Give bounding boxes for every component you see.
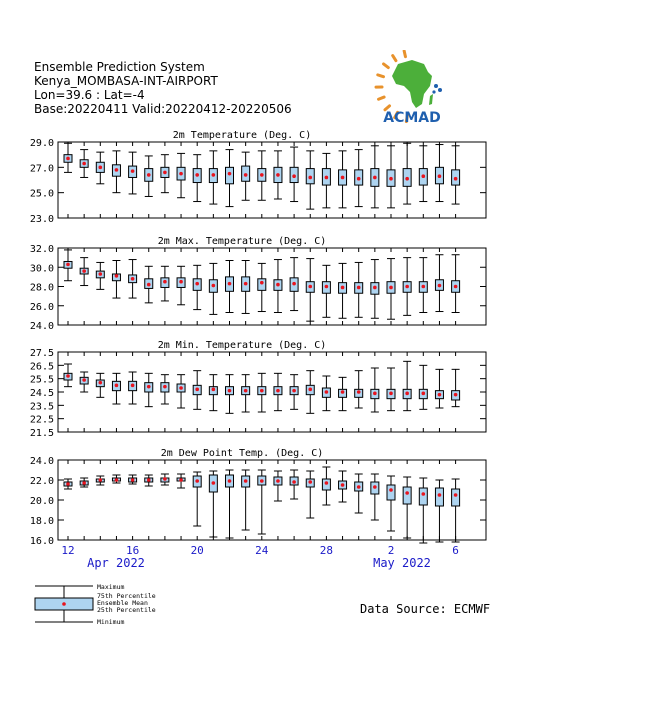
mean-dot [212,388,216,392]
mean-dot [195,388,199,392]
box-day-17 [322,153,330,207]
box-day-13 [258,470,266,534]
box-day-6 [145,475,153,486]
box-day-18 [339,377,347,410]
y-tick-label: 29.0 [29,138,54,149]
mean-dot [195,282,199,286]
mean-dot [66,482,70,486]
mean-dot [99,272,103,276]
mean-dot [228,172,232,176]
box-day-16 [306,471,314,518]
box-day-7 [161,155,169,193]
mean-dot [179,386,183,390]
mean-dot [212,173,216,177]
mean-dot [260,281,264,285]
box-day-3 [96,373,104,397]
month-label-may: May 2022 [373,556,431,570]
box-day-15 [290,147,298,201]
box-day-20 [371,146,379,208]
box-day-20 [371,260,379,319]
mean-dot [131,277,135,281]
iqr-box [258,279,266,291]
box-day-19 [355,371,363,408]
box-day-24 [435,369,443,408]
box-day-23 [419,478,427,543]
box-day-4 [112,151,120,193]
box-day-9 [193,155,201,202]
mean-dot [260,479,264,483]
mean-dot [195,479,199,483]
mean-dot [325,176,329,180]
mean-dot [405,392,409,396]
box-day-10 [209,151,217,204]
panel-2 [30,236,486,332]
header-line-1: Ensemble Prediction System [34,60,205,74]
y-tick-label: 24.5 [29,388,54,399]
y-tick-label: 28.0 [29,282,54,294]
box-day-22 [403,477,411,538]
box-day-15 [290,375,298,410]
x-tick-label: 12 [61,544,75,557]
box-day-19 [355,150,363,207]
mean-dot [179,280,183,284]
mean-dot [179,172,183,176]
box-day-11 [226,150,234,207]
mean-dot [276,389,280,393]
box-day-19 [355,474,363,513]
box-day-16 [306,371,314,414]
mean-dot [405,491,409,495]
mean-dot [454,493,458,497]
mean-dot [82,269,86,273]
box-day-6 [145,156,153,197]
box-day-7 [161,266,169,301]
box-day-21 [387,368,395,411]
legend-label: 75th Percentile [97,592,156,600]
box-day-8 [177,266,185,305]
mean-dot [341,390,345,394]
mean-dot [244,389,248,393]
legend-mean-dot [62,602,66,606]
mean-dot [438,393,442,397]
box-day-25 [452,369,460,406]
box-day-1 [64,143,72,172]
y-tick-label: 23.0 [29,214,54,225]
box-day-25 [452,479,460,542]
box-day-15 [290,470,298,499]
mean-dot [438,493,442,497]
mean-dot [357,390,361,394]
mean-dot [163,385,167,389]
legend-label: Maximum [97,583,125,591]
mean-dot [325,285,329,289]
legend-label: Ensemble Mean [97,599,148,607]
box-day-5 [129,372,137,404]
mean-dot [66,374,70,378]
mean-dot [212,481,216,485]
box-day-4 [112,261,120,299]
box-day-20 [371,474,379,520]
mean-dot [357,485,361,489]
iqr-box [435,488,443,506]
mean-dot [179,478,183,482]
box-day-7 [161,375,169,404]
panel-1 [30,130,486,225]
y-tick-label: 24.0 [29,321,54,332]
mean-dot [389,392,393,396]
box-day-5 [129,475,137,484]
x-tick-label: 28 [319,544,334,557]
mean-dot [82,162,86,166]
mean-dot [260,173,264,177]
box-day-22 [403,258,411,316]
panel-title: 2m Min. Temperature (Deg. C) [157,340,327,351]
box-day-17 [322,467,330,505]
mean-dot [389,286,393,290]
box-day-13 [258,263,266,311]
box-day-2 [80,372,88,392]
box-day-16 [306,151,314,209]
box-day-21 [387,476,395,531]
mean-dot [147,385,151,389]
mean-dot [292,389,296,393]
box-day-11 [226,261,234,313]
y-tick-label: 25.0 [29,188,54,200]
mean-dot [131,169,135,173]
mean-dot [292,480,296,484]
mean-dot [422,492,426,496]
box-day-12 [242,152,250,200]
y-tick-label: 25.5 [29,374,54,386]
mean-dot [131,478,135,482]
mean-dot [244,173,248,177]
mean-dot [422,174,426,178]
box-day-5 [129,152,137,194]
box-day-1 [64,364,72,387]
legend-label: 25th Percentile [97,606,156,614]
mean-dot [163,280,167,284]
box-day-18 [339,151,347,208]
box-day-10 [209,471,217,537]
x-tick-label: 6 [452,544,459,557]
mean-dot [99,381,103,385]
mean-dot [373,392,377,396]
y-tick-label: 27.5 [29,348,54,359]
box-day-8 [177,153,185,197]
mean-dot [308,285,312,289]
box-day-23 [419,146,427,202]
box-day-15 [290,258,298,311]
box-day-3 [96,476,104,485]
data-source: Data Source: ECMWF [360,602,491,616]
mean-dot [341,286,345,290]
mean-dot [389,488,393,492]
box-day-22 [403,143,411,204]
month-label-apr: Apr 2022 [87,556,145,570]
mean-dot [99,478,103,482]
y-tick-label: 26.0 [29,301,54,313]
mean-dot [163,477,167,481]
mean-dot [325,390,329,394]
mean-dot [212,284,216,288]
y-tick-label: 23.5 [29,401,54,413]
mean-dot [163,171,167,175]
mean-dot [454,177,458,181]
mean-dot [115,274,119,278]
mean-dot [276,283,280,287]
mean-dot [308,388,312,392]
box-day-9 [193,472,201,526]
mean-dot [308,176,312,180]
box-day-16 [306,259,314,322]
box-day-5 [129,260,137,299]
box-day-17 [322,265,330,317]
box-day-14 [274,373,282,410]
mean-dot [66,157,70,161]
panel-4 [30,448,486,547]
y-tick-label: 22.0 [29,476,54,487]
mean-dot [228,282,232,286]
box-day-13 [258,373,266,412]
mean-dot [195,173,199,177]
mean-dot [341,176,345,180]
box-day-12 [242,261,250,314]
mean-dot [82,481,86,485]
y-tick-label: 22.5 [29,414,54,426]
mean-dot [66,263,70,267]
mean-dot [147,173,151,177]
box-day-19 [355,262,363,317]
y-tick-label: 24.0 [29,456,54,467]
box-day-14 [274,151,282,199]
mean-dot [260,389,264,393]
box-day-13 [258,151,266,200]
iqr-box [387,485,395,500]
x-tick-label: 16 [125,544,140,557]
box-day-18 [339,263,347,318]
box-day-25 [452,146,460,204]
panel-title: 2m Temperature (Deg. C) [172,130,312,141]
mean-dot [308,480,312,484]
y-tick-label: 18.0 [29,516,54,527]
mean-dot [341,483,345,487]
mean-dot [228,479,232,483]
mean-dot [438,284,442,288]
mean-dot [276,173,280,177]
y-tick-label: 32.0 [29,244,54,255]
box-day-14 [274,471,282,501]
box-day-8 [177,375,185,408]
x-tick-label: 2 [387,544,395,557]
box-day-2 [80,150,88,178]
box-day-2 [80,478,88,487]
box-day-6 [145,373,153,406]
iqr-box [403,487,411,504]
mean-dot [357,177,361,181]
y-tick-label: 26.5 [29,361,54,373]
y-tick-label: 27.0 [29,163,54,175]
box-day-24 [435,480,443,542]
mean-dot [228,389,232,393]
acmad-logo-text: ACMAD [383,110,441,126]
box-day-14 [274,260,282,313]
box-day-3 [96,262,104,289]
box-day-9 [193,265,201,309]
mean-dot [115,384,119,388]
box-day-1 [64,250,72,281]
box-day-21 [387,259,395,320]
mean-dot [99,166,103,170]
box-day-3 [96,152,104,184]
box-day-8 [177,474,185,488]
y-tick-label: 21.5 [29,428,54,439]
x-tick-label: 20 [190,544,204,557]
mean-dot [292,282,296,286]
mean-dot [373,176,377,180]
box-day-22 [403,361,411,410]
mean-dot [244,282,248,286]
mean-dot [454,393,458,397]
y-tick-label: 20.0 [29,496,54,507]
mean-dot [276,479,280,483]
box-day-23 [419,258,427,313]
mean-dot [147,478,151,482]
box-day-11 [226,375,234,414]
box-day-1 [64,479,72,489]
y-tick-label: 16.0 [29,536,54,547]
box-day-12 [242,375,250,412]
mean-dot [422,285,426,289]
mean-dot [147,283,151,287]
panel-title: 2m Dew Point Temp. (Deg. C) [160,448,324,459]
panel-title: 2m Max. Temperature (Deg. C) [157,236,327,247]
mean-dot [131,384,135,388]
x-tick-label: 24 [255,544,269,557]
box-day-10 [209,263,217,314]
legend-label: Minimum [97,618,125,626]
box-day-4 [112,373,120,404]
legend [35,583,156,626]
mean-dot [325,481,329,485]
box-day-18 [339,471,347,502]
panel-3 [30,340,486,439]
mean-dot [115,168,119,172]
box-day-2 [80,258,88,286]
mean-dot [82,378,86,382]
iqr-box [226,167,234,183]
box-day-11 [226,470,234,538]
mean-dot [373,485,377,489]
box-day-9 [193,371,201,410]
box-day-25 [452,255,460,313]
box-day-10 [209,375,217,411]
box-day-23 [419,365,427,409]
box-day-24 [435,255,443,312]
box-day-12 [242,470,250,530]
box-day-6 [145,266,153,303]
box-day-20 [371,368,379,412]
iqr-box [419,488,427,505]
iqr-box [452,489,460,506]
box-day-21 [387,146,395,208]
box-day-7 [161,474,169,485]
box-day-4 [112,475,120,483]
mean-dot [389,177,393,181]
mean-dot [373,286,377,290]
header-line-2: Kenya_MOMBASA-INT-AIRPORT [34,74,218,88]
mean-dot [292,174,296,178]
header-line-3: Lon=39.6 : Lat=-4 [34,88,145,102]
box-day-17 [322,376,330,411]
mean-dot [244,479,248,483]
mean-dot [115,478,119,482]
mean-dot [454,285,458,289]
y-tick-label: 30.0 [29,263,54,275]
mean-dot [405,177,409,181]
header-line-4: Base:20220411 Valid:20220412-20220506 [34,102,292,116]
mean-dot [405,285,409,289]
mean-dot [357,286,361,290]
mean-dot [422,392,426,396]
box-day-24 [435,145,443,202]
mean-dot [438,174,442,178]
